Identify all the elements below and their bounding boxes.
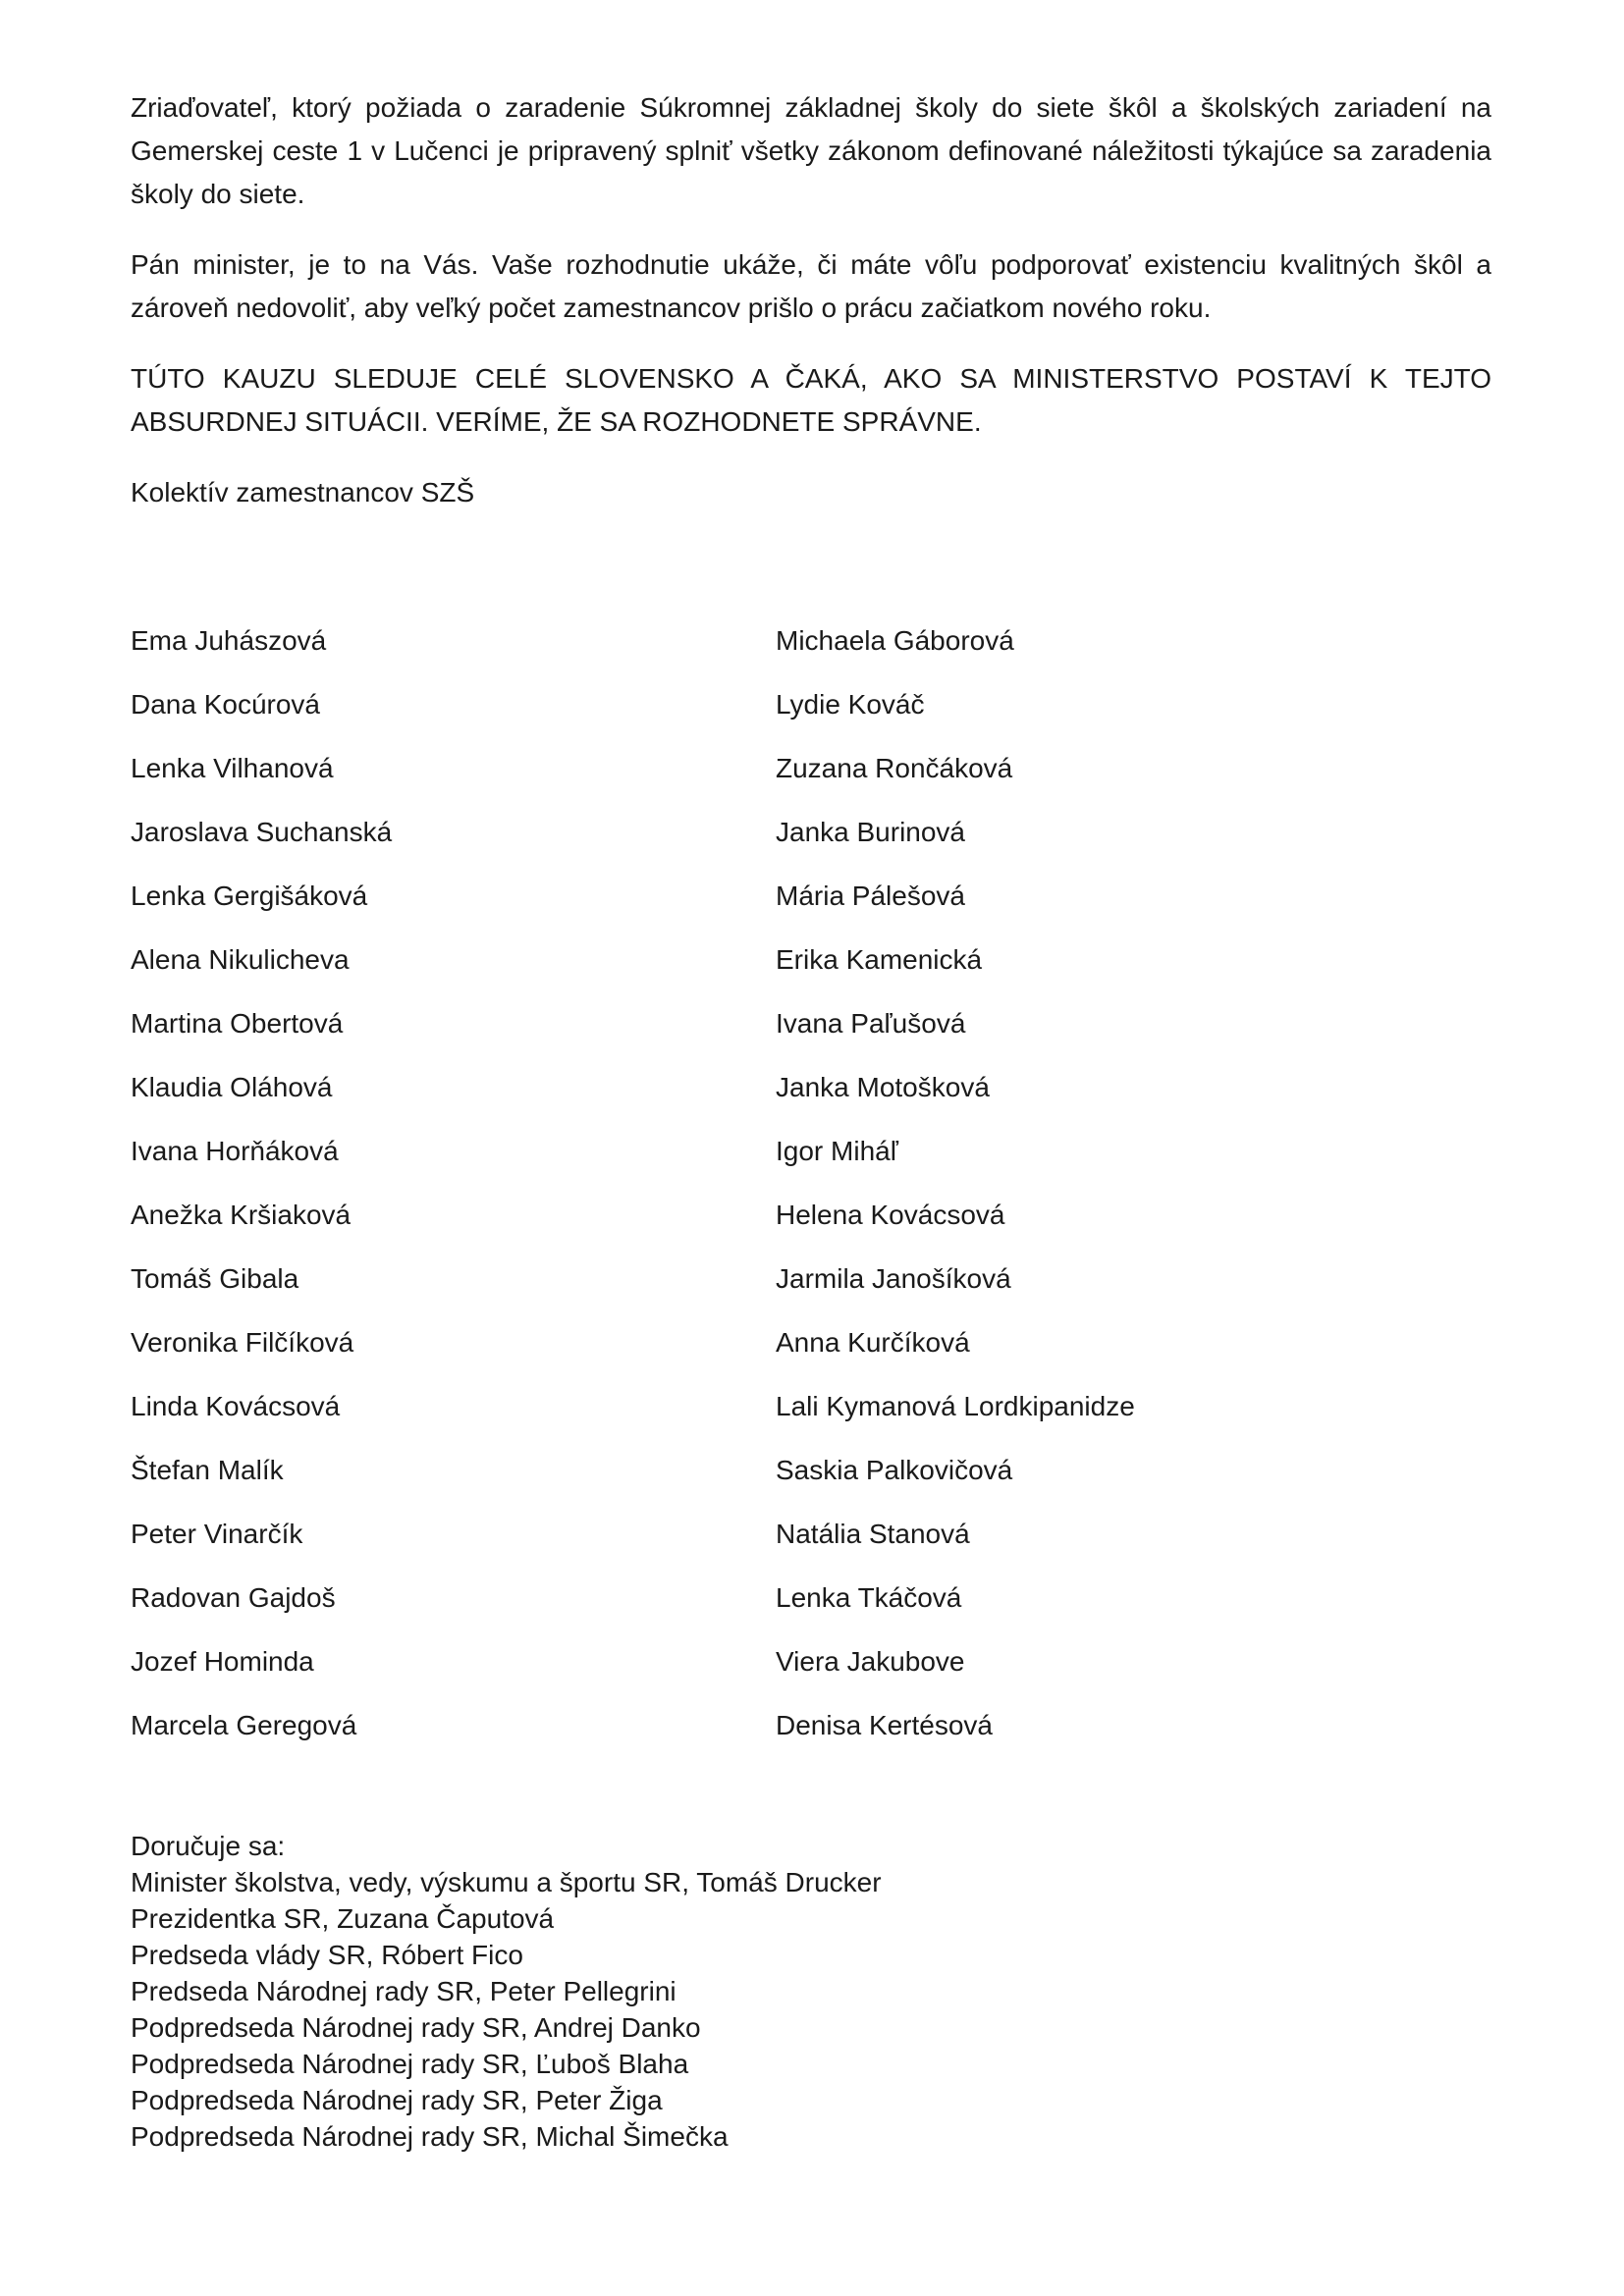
signatory-name: Ema Juhászová: [131, 625, 327, 656]
signatory-name: Martina Obertová: [131, 1008, 344, 1039]
signatory-name: Janka Burinová: [776, 817, 966, 847]
signatory-name: Radovan Gajdoš: [131, 1582, 336, 1613]
signatory-name: Dana Kocúrová: [131, 689, 321, 720]
signature-line: Kolektív zamestnancov SZŠ: [131, 477, 475, 507]
signatory-name: Ivana Paľušová: [776, 1008, 966, 1039]
distribution-recipient: Podpredseda Národnej rady SR, Michal Šimečka: [131, 2121, 729, 2152]
signatory-name: Erika Kamenická: [776, 944, 983, 975]
distribution-recipient: Prezidentka SR, Zuzana Čaputová: [131, 1903, 555, 1934]
paragraph-founder: Zriaďovateľ, ktorý požiada o zaradenie Súkromnej základnej školy do siete škôl a školských zariadení na Gemerskej ceste 1 v Lučenci je pripravený splniť všetky zákonom definované náležitosti týkajúce sa zaradenia školy do siete.: [131, 92, 1491, 209]
signatory-name: Igor Miháľ: [776, 1136, 898, 1166]
signatories-list: [131, 609, 1491, 1757]
signatory-name: Jozef Hominda: [131, 1646, 314, 1677]
distribution-recipient: Podpredseda Národnej rady SR, Ľuboš Blaha: [131, 2049, 689, 2079]
distribution-section: [131, 1828, 1491, 2155]
signatory-name: Lydie Kováč: [776, 689, 925, 720]
signatory-name: Viera Jakubove: [776, 1646, 965, 1677]
distribution-recipient: Predseda Národnej rady SR, Peter Pellegrini: [131, 1976, 677, 2006]
signatory-name: Alena Nikulicheva: [131, 944, 350, 975]
distribution-heading: Doručuje sa:: [131, 1831, 286, 1861]
signatory-name: Anežka Kršiaková: [131, 1200, 352, 1230]
signatory-name: Klaudia Oláhová: [131, 1072, 333, 1102]
signatory-name: Zuzana Rončáková: [776, 753, 1013, 783]
distribution-recipient: Predseda vlády SR, Róbert Fico: [131, 1940, 523, 1970]
signatory-name: Mária Pálešová: [776, 881, 965, 911]
signatory-name: Linda Kovácsová: [131, 1391, 341, 1421]
paragraph-minister-appeal: Pán minister, je to na Vás. Vaše rozhodnutie ukáže, či máte vôľu podporovať existenciu kvalitných škôl a zároveň nedovoliť, aby veľký počet zamestnancov prišlo o prácu začiatkom nového roku.: [131, 249, 1491, 323]
signatories-column-left: [131, 609, 776, 1757]
signatory-name: Tomáš Gibala: [131, 1263, 299, 1294]
signatory-name: Lenka Gergišáková: [131, 881, 368, 911]
signatory-name: Ivana Horňáková: [131, 1136, 339, 1166]
signatory-name: Lenka Tkáčová: [776, 1582, 962, 1613]
paragraph-slovakia-watching: TÚTO KAUZU SLEDUJE CELÉ SLOVENSKO A ČAKÁ, AKO SA MINISTERSTVO POSTAVÍ K TEJTO ABSURDNEJ SITUÁCII. VERÍME, ŽE SA ROZHODNETE SPRÁVNE.: [131, 363, 1491, 437]
signatories-column-right: [776, 609, 1491, 1757]
signatory-name: Michaela Gáborová: [776, 625, 1014, 656]
signatory-name: Saskia Palkovičová: [776, 1455, 1013, 1485]
distribution-recipient: Podpredseda Národnej rady SR, Andrej Danko: [131, 2012, 701, 2043]
signatory-name: Anna Kurčíková: [776, 1327, 970, 1358]
signatory-name: Jarmila Janošíková: [776, 1263, 1011, 1294]
signatory-name: Peter Vinarčík: [131, 1519, 303, 1549]
signatory-name: Veronika Filčíková: [131, 1327, 354, 1358]
distribution-recipient: Podpredseda Národnej rady SR, Peter Žiga: [131, 2085, 663, 2115]
signatory-name: Lali Kymanová Lordkipanidze: [776, 1391, 1135, 1421]
signatory-name: Lenka Vilhanová: [131, 753, 334, 783]
signatory-name: Natália Stanová: [776, 1519, 970, 1549]
signatory-name: Jaroslava Suchanská: [131, 817, 393, 847]
distribution-recipient: Minister školstva, vedy, výskumu a športu SR, Tomáš Drucker: [131, 1867, 882, 1897]
signatory-name: Denisa Kertésová: [776, 1710, 994, 1740]
signatory-name: Marcela Geregová: [131, 1710, 357, 1740]
signatory-name: Štefan Malík: [131, 1455, 284, 1485]
signatory-name: Helena Kovácsová: [776, 1200, 1005, 1230]
signatory-name: Janka Motošková: [776, 1072, 990, 1102]
